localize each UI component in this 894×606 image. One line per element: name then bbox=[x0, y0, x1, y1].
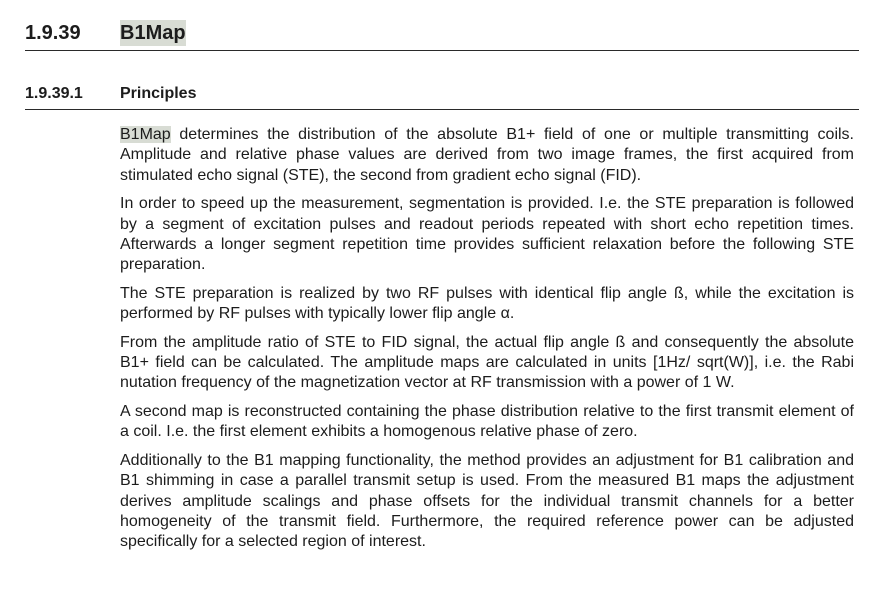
paragraph-3: The STE preparation is realized by two RF pulses with identical flip angle ß, while the excitation is performed by RF pulses with typically lower flip angle α. bbox=[120, 284, 854, 323]
paragraph-6: Additionally to the B1 mapping functionality, the method provides an adjustment for B1 calibration and B1 shimming in case a parallel transmit setup is used. From the measured B1 maps the adjustment derives amplitude scalings and phase offsets for the individual transmit channels for a better homogeneity of the transmit field. Furthermore, the required reference power can be adjusted specifically for a selected region of interest. bbox=[120, 451, 854, 551]
paragraph-1 bbox=[120, 125, 854, 186]
section-title: B1Map bbox=[120, 22, 186, 44]
subsection-title: Principles bbox=[120, 85, 197, 102]
paragraph-5: A second map is reconstructed containing the phase distribution relative to the first transmit element of a coil. I.e. the first element exhibits a homogenous relative phase of zero. bbox=[120, 402, 854, 441]
subsection-number: 1.9.39.1 bbox=[25, 85, 83, 102]
paragraph-2: In order to speed up the measurement, segmentation is provided. I.e. the STE preparation is followed by a segment of excitation pulses and readout periods repeated with short echo repetition times. Afterwards a longer segment repetition time provides sufficient relaxation before the following STE preparation. bbox=[120, 195, 854, 274]
section-body bbox=[120, 125, 854, 561]
subsection-heading bbox=[25, 84, 859, 110]
paragraph-4: From the amplitude ratio of STE to FID signal, the actual flip angle ß and consequently the absolute B1+ field can be calculated. The amplitude maps are calculated in units [1Hz/ sqrt(W)], i.e. the Rabi nutation frequency of the magnetization vector at RF transmission with a power of 1 W. bbox=[120, 333, 854, 392]
section-number: 1.9.39 bbox=[25, 22, 81, 44]
search-highlight: B1Map bbox=[120, 126, 171, 143]
paragraph-1-text: determines the distribution of the absolute B1+ field of one or multiple transmitting coils. Amplitude and relative phase values are derived from two image frames, the first acquired from stimulated echo signal (STE), the second from gradient echo signal (FID). bbox=[120, 126, 854, 184]
section-heading bbox=[25, 20, 859, 51]
